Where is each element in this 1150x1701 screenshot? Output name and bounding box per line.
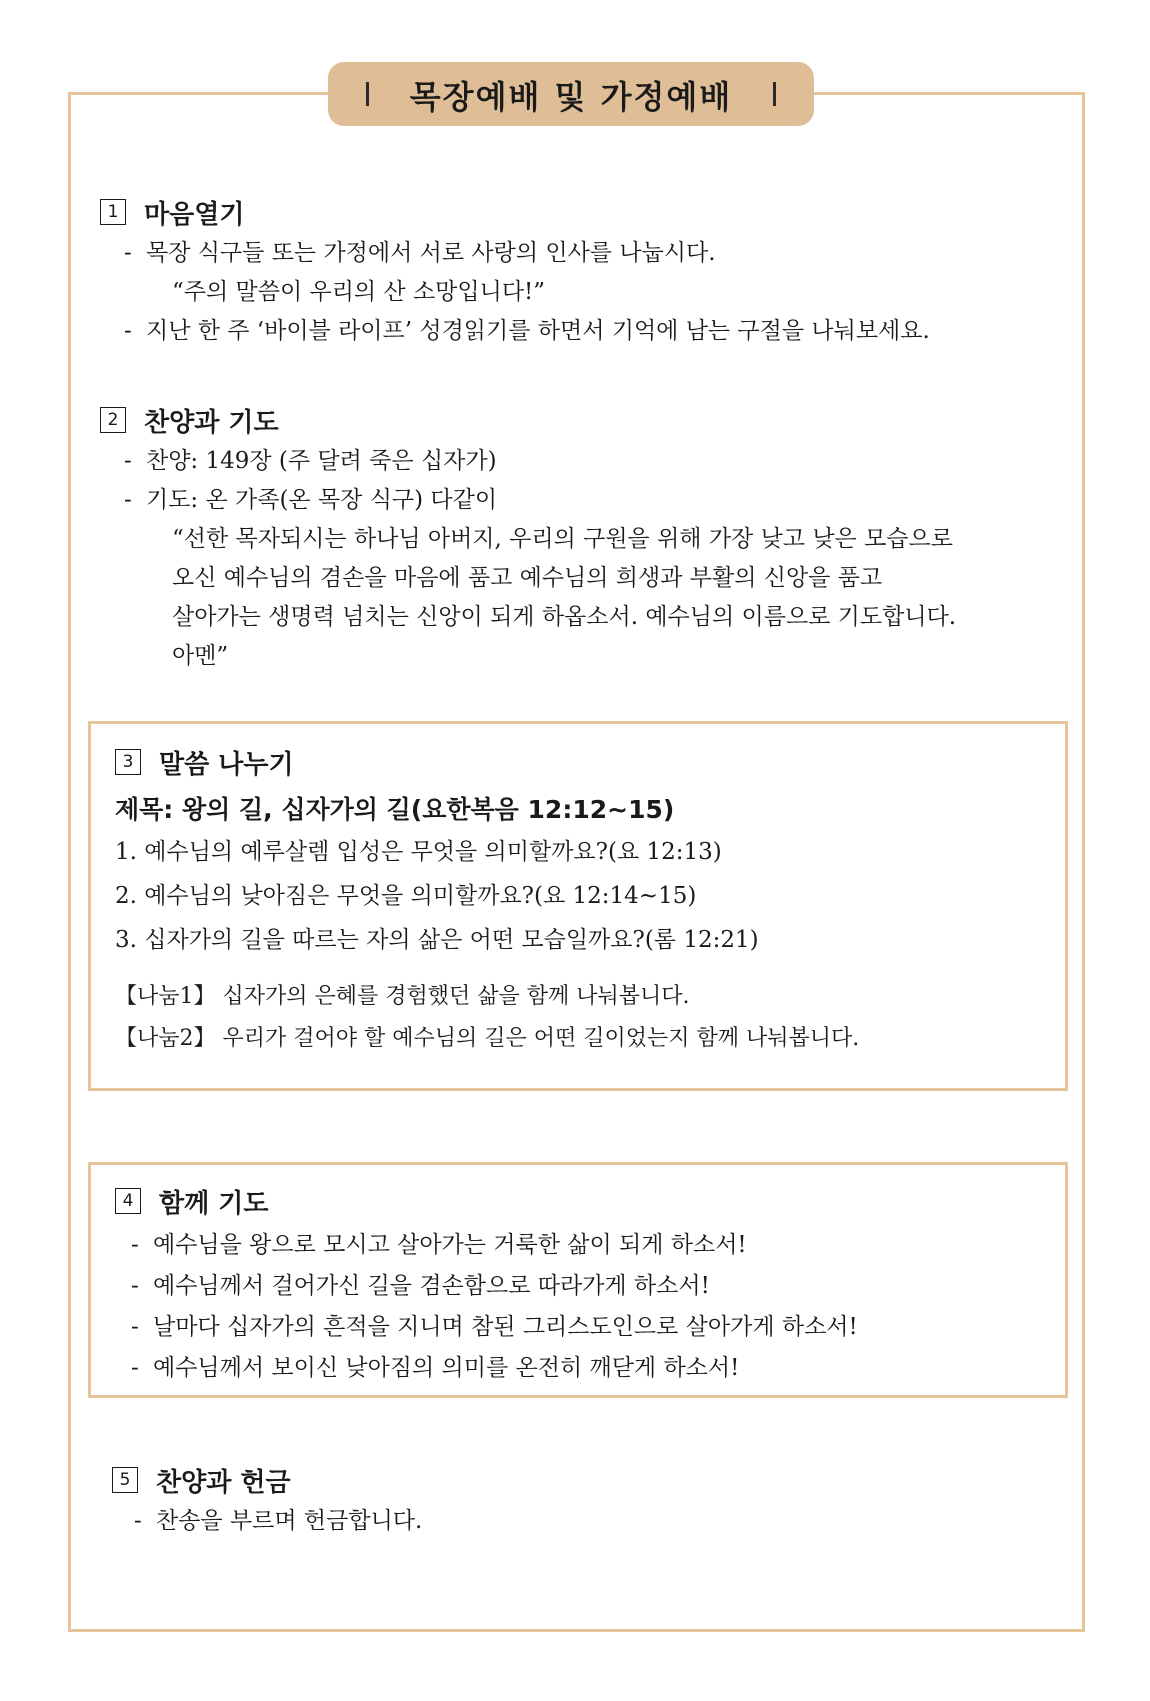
prayer-intro: - 기도: 온 가족(온 목장 식구) 다같이 [124,487,498,513]
list-item: - 지난 한 주 ‘바이블 라이프’ 성경읽기를 하면서 기억에 남는 구절을 나눠보세요. [124,318,930,344]
section-offering [112,1462,422,1541]
prayer-item: - 날마다 십자가의 흔적을 지니며 참된 그리스도인으로 살아가게 하소서! [131,1314,858,1340]
prayer-line: 살아가는 생명력 넘치는 신앙이 되게 하옵소서. 예수님의 이름으로 기도합니다. [172,604,957,630]
sermon-title: 제목: 왕의 길, 십자가의 길(요한복음 12:12~15) [115,795,675,824]
section-heading [115,1183,858,1219]
share-item: 【나눔2】 우리가 걸어야 할 예수님의 길은 어떤 길이었는지 함께 나눠봅니다. [115,1026,860,1051]
question-item: 2. 예수님의 낮아짐은 무엇을 의미할까요?(요 12:14~15) [115,883,697,909]
page-title: 목장예배 및 가정예배 [409,78,733,116]
section-number: 2 [100,407,126,433]
list-item: - 찬송을 부르며 헌금합니다. [134,1508,423,1534]
prayer-line: 오신 예수님의 겸손을 마음에 품고 예수님의 희생과 부활의 신앙을 품고 [172,565,883,591]
prayer-line: 아멘” [172,643,229,669]
section-title: 찬양과 헌금 [156,1467,291,1498]
prayer-item: - 예수님께서 걸어가신 길을 겸손함으로 따라가게 하소서! [131,1273,710,1299]
section-opening [100,194,930,351]
question-item: 3. 십자가의 길을 따르는 자의 삶은 어떤 모습일까요?(롬 12:21) [115,927,759,953]
section-number: 1 [100,199,126,225]
prayer-item: - 예수님을 왕으로 모시고 살아가는 거룩한 삶이 되게 하소서! [131,1232,747,1258]
section-title: 찬양과 기도 [144,407,279,438]
title-tab [328,62,814,126]
title-bar-right [773,82,776,106]
quote-line: “주의 말씀이 우리의 산 소망입니다!” [172,279,546,305]
list-item: - 목장 식구들 또는 가정에서 서로 사랑의 인사를 나눕시다. [124,240,716,266]
hymn-line: - 찬양: 149장 (주 달려 죽은 십자가) [124,448,497,474]
section-number: 5 [112,1467,138,1493]
section-word-sharing-box [88,721,1068,1091]
prayer-line: “선한 목자되시는 하나님 아버지, 우리의 구원을 위해 가장 낮고 낮은 모습으로 [172,526,953,552]
question-item: 1. 예수님의 예루살렘 입성은 무엇을 의미할까요?(요 12:13) [115,839,722,865]
section-heading [100,402,956,438]
section-number: 3 [115,749,141,775]
prayer-item: - 예수님께서 보이신 낮아짐의 의미를 온전히 깨닫게 하소서! [131,1355,740,1381]
share-item: 【나눔1】 십자가의 은혜를 경험했던 삶을 함께 나눠봅니다. [115,984,690,1009]
section-title: 함께 기도 [159,1188,269,1219]
section-heading [115,744,859,780]
section-title: 마음열기 [144,199,245,230]
section-heading [112,1462,422,1498]
section-heading [100,194,930,230]
section-praise-prayer [100,402,956,676]
section-prayer-together-box [88,1162,1068,1398]
section-title: 말씀 나누기 [159,749,294,780]
section-number: 4 [115,1188,141,1214]
